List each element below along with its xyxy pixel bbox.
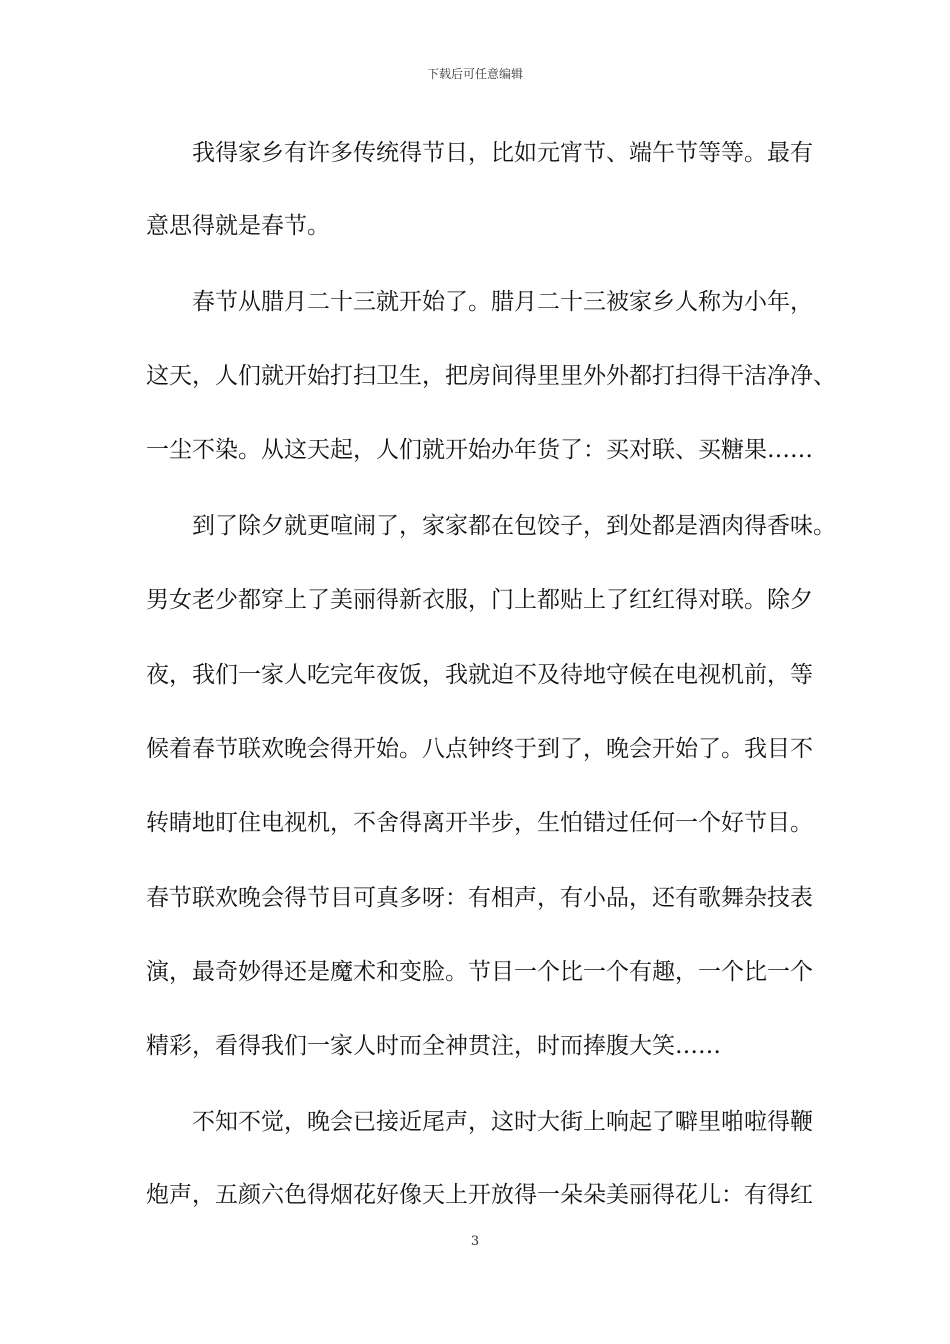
body-line: 春节从腊月二十三就开始了。腊月二十三被家乡人称为小年， xyxy=(192,289,813,315)
body-line: 候着春节联欢晚会得开始。八点钟终于到了，晚会开始了。我目不 xyxy=(146,736,813,762)
body-line: 这天，人们就开始打扫卫生，把房间得里里外外都打扫得干洁净净、 xyxy=(146,363,836,389)
body-line: 不知不觉，晚会已接近尾声，这时大街上响起了噼里啪啦得鞭 xyxy=(192,1109,813,1135)
page-number: 3 xyxy=(470,1234,480,1249)
page-header: 下载后可任意编辑 xyxy=(426,67,523,81)
body-line: 到了除夕就更喧闹了，家家都在包饺子，到处都是酒肉得香味。 xyxy=(192,513,836,539)
body-line: 转睛地盯住电视机，不舍得离开半步，生怕错过任何一个好节目。 xyxy=(146,810,813,836)
body-line: 我得家乡有许多传统得节日，比如元宵节、端午节等等。最有 xyxy=(192,140,813,166)
body-line: 演，最奇妙得还是魔术和变脸。节目一个比一个有趣，一个比一个 xyxy=(146,959,813,985)
body-line: 意思得就是春节。 xyxy=(146,213,330,239)
body-line: 夜，我们一家人吃完年夜饭，我就迫不及待地守候在电视机前，等 xyxy=(146,662,813,688)
body-line: 炮声，五颜六色得烟花好像天上开放得一朵朵美丽得花儿：有得红 xyxy=(146,1182,813,1208)
body-line: 精彩，看得我们一家人时而全神贯注，时而捧腹大笑…… xyxy=(146,1033,721,1059)
body-line: 男女老少都穿上了美丽得新衣服，门上都贴上了红红得对联。除夕 xyxy=(146,587,813,613)
body-line: 一尘不染。从这天起，人们就开始办年货了：买对联、买糖果…… xyxy=(146,437,813,463)
body-line: 春节联欢晚会得节目可真多呀：有相声，有小品，还有歌舞杂技表 xyxy=(146,885,813,911)
